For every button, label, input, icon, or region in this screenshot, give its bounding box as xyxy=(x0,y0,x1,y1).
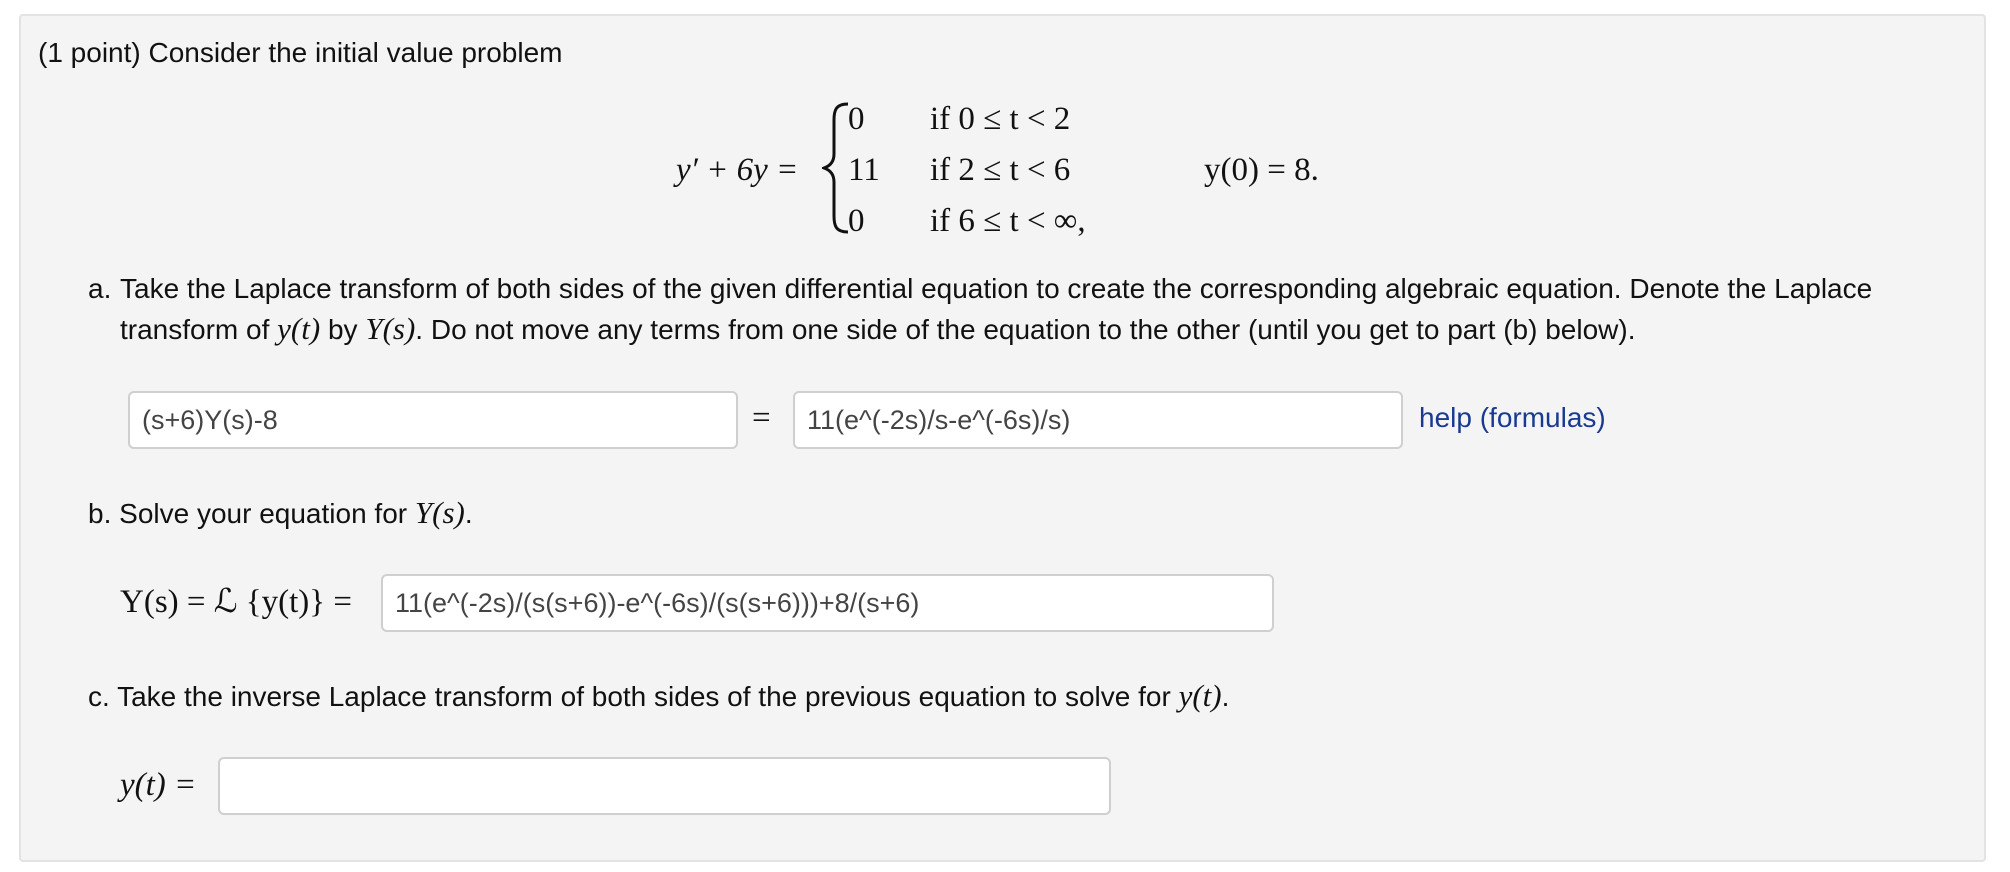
part-a-Y-of-s: Y(s) xyxy=(365,311,416,346)
part-a-text-line1: Take the Laplace transform of both sides of the given differential equation to create the corresponding algebraic equation. Denote the Laplace xyxy=(120,273,1873,304)
part-b-marker: b. xyxy=(88,498,112,529)
help-formulas-link[interactable]: help (formulas) xyxy=(1419,402,1606,433)
part-c-marker: c. xyxy=(88,681,110,712)
case-value-2: 11 xyxy=(848,152,880,188)
part-a-text-line2 xyxy=(120,309,1636,350)
initial-condition: y(0) = 8. xyxy=(1204,152,1319,188)
equation-lhs xyxy=(676,150,798,190)
part-a-text-post: . Do not move any terms from one side of the equation to the other (until you get to part (b) below). xyxy=(415,314,1636,345)
part-a-y-of-t: y(t) xyxy=(277,311,321,346)
part-c-y-of-t: y(t) xyxy=(1178,678,1222,713)
part-b-label: Y(s) = ℒ {y(t)} = xyxy=(120,584,352,620)
case-condition-3: if 6 ≤ t < ∞, xyxy=(930,203,1086,239)
equation-lhs-text: y′ + 6y = xyxy=(676,152,799,188)
part-c-text-pre: Take the inverse Laplace transform of both sides of the previous equation to solve for xyxy=(117,681,1171,712)
part-a-marker: a. xyxy=(88,273,112,304)
part-b-text-post: . xyxy=(464,498,473,529)
part-a-lhs-input[interactable] xyxy=(128,391,738,449)
part-a-text-transform-of: transform of xyxy=(120,314,270,345)
part-c-label: y(t) = xyxy=(120,767,197,803)
part-a-rhs-input[interactable] xyxy=(793,391,1403,449)
part-c-input[interactable] xyxy=(218,757,1111,815)
part-b-Y-of-s: Y(s) xyxy=(414,495,465,530)
part-a-text-by: by xyxy=(327,314,358,345)
case-condition-1: if 0 ≤ t < 2 xyxy=(930,101,1071,137)
case-condition-2: if 2 ≤ t < 6 xyxy=(930,152,1071,188)
problem-header: (1 point) Consider the initial value problem xyxy=(38,37,563,68)
case-value-1: 0 xyxy=(848,101,865,137)
part-b-text-pre: Solve your equation for xyxy=(119,498,408,529)
part-b-text xyxy=(88,493,473,534)
part-c-text-post: . xyxy=(1221,681,1230,712)
part-c-text xyxy=(88,676,1229,717)
part-b-input[interactable] xyxy=(381,574,1274,632)
case-value-3: 0 xyxy=(848,203,865,239)
part-a-equals: = xyxy=(752,400,771,436)
